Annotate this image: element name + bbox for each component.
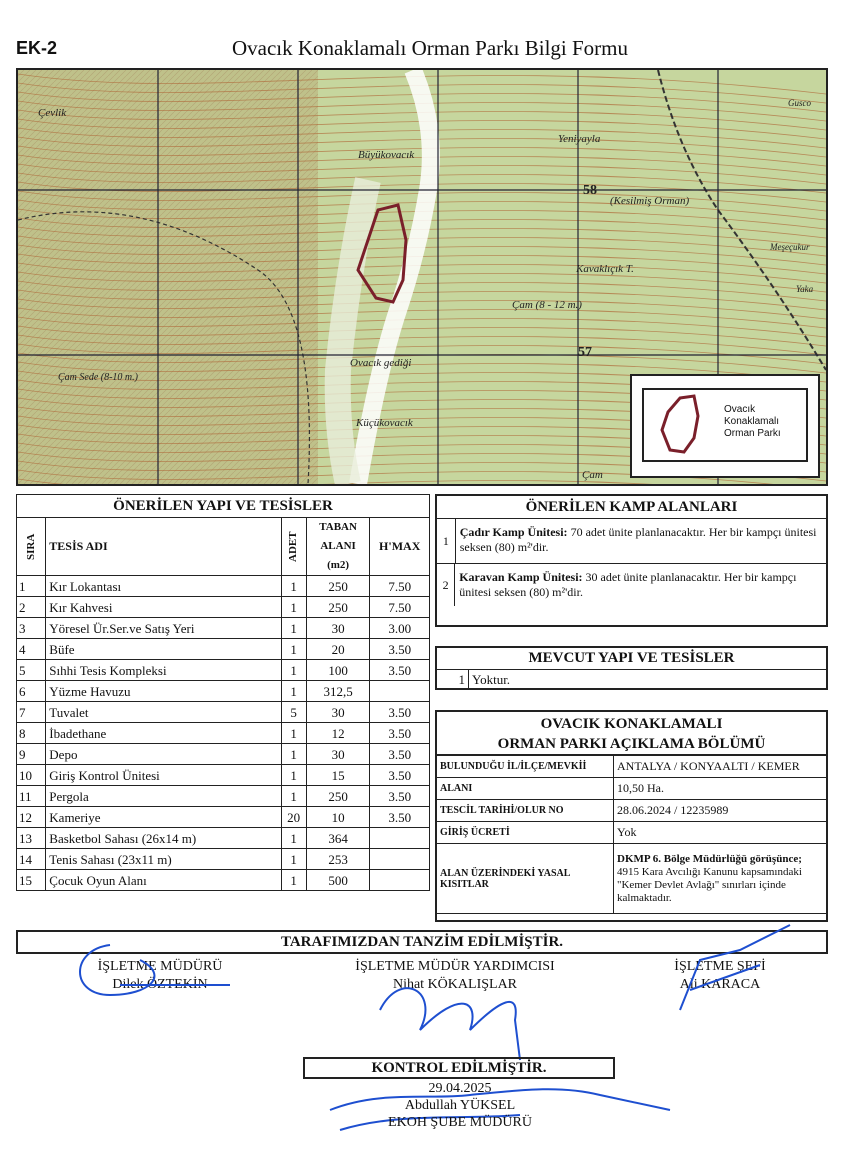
row-name: Kameriye [46, 807, 281, 828]
row-no: 7 [17, 702, 46, 723]
row-count: 1 [281, 744, 306, 765]
row-count: 1 [281, 765, 306, 786]
sig2-title: İŞLETME MÜDÜR YARDIMCISI [355, 959, 555, 974]
sig1-name: Dilek ÖZTEKİN [112, 977, 208, 992]
topographic-map [16, 68, 828, 486]
col-hmax: H'MAX [370, 518, 430, 576]
signature-block-3 [640, 958, 800, 994]
camp-item-text: Çadır Kamp Ünitesi: 70 adet ünite planlanacaktır. Her bir kampçı ünitesi seksen (80) m²'dir. [459, 525, 817, 554]
row-name: İbadethane [46, 723, 281, 744]
explain-title-2: ORMAN PARKI AÇIKLAMA BÖLÜMÜ [437, 734, 826, 755]
row-name: Kır Lokantası [46, 576, 281, 597]
table-row [17, 618, 430, 639]
existing-no: 1 [437, 670, 469, 689]
signature-block-4 [330, 1080, 590, 1131]
row-count: 1 [281, 576, 306, 597]
row-no: 12 [17, 807, 46, 828]
annex-code: EK-2 [16, 38, 58, 58]
info-row [437, 778, 826, 800]
row-hmax: 7.50 [370, 576, 430, 597]
sig3-title: İŞLETME ŞEFİ [674, 959, 766, 974]
map-label: Çevlik [38, 107, 67, 119]
sig1-title: İŞLETME MÜDÜRÜ [97, 959, 223, 974]
info-value: 28.06.2024 / 12235989 [614, 800, 827, 822]
map-label: Gusco [788, 98, 811, 108]
existing-title: MEVCUT YAPI VE TESİSLER [437, 648, 826, 670]
table-row [17, 576, 430, 597]
info-value: ANTALYA / KONYAALTI / KEMER [614, 756, 827, 778]
row-hmax: 3.50 [370, 639, 430, 660]
row-name: Giriş Kontrol Ünitesi [46, 765, 281, 786]
map-label: (Kesilmiş Orman) [610, 195, 690, 207]
map-label: Meşeçukur [770, 242, 810, 252]
map-legend [630, 374, 820, 478]
signature-block-2 [320, 958, 590, 994]
info-row [437, 800, 826, 822]
row-area: 30 [306, 702, 370, 723]
explain-title-1: OVACIK KONAKLAMALI [540, 716, 723, 732]
row-name: Kır Kahvesi [46, 597, 281, 618]
restriction-key: ALAN ÜZERİNDEKİ YASAL KISITLAR [437, 844, 614, 914]
row-no: 3 [17, 618, 46, 639]
row-area: 250 [306, 576, 370, 597]
row-hmax [370, 681, 430, 702]
explanation-box [435, 710, 828, 922]
page-title: Ovacık Konaklamalı Orman Parkı Bilgi Formu [231, 36, 629, 60]
row-name: Büfe [46, 639, 281, 660]
row-no: 15 [17, 870, 46, 891]
camp-item-no: 1 [437, 519, 456, 563]
row-name: Sıhhi Tesis Kompleksi [46, 660, 281, 681]
row-name: Yüzme Havuzu [46, 681, 281, 702]
row-name: Pergola [46, 786, 281, 807]
existing-box [435, 646, 828, 690]
row-no: 8 [17, 723, 46, 744]
row-name: Tenis Sahası (23x11 m) [46, 849, 281, 870]
info-key: BULUNDUĞU İL/İLÇE/MEVKİİ [437, 756, 614, 778]
row-area: 30 [306, 744, 370, 765]
map-label: Çam (8 - 12 m.) [512, 299, 582, 311]
row-hmax: 3.50 [370, 702, 430, 723]
row-area: 100 [306, 660, 370, 681]
sig4-name: Abdullah YÜKSEL [404, 1098, 516, 1113]
explain-table [437, 755, 826, 914]
row-hmax: 3.50 [370, 765, 430, 786]
row-area: 250 [306, 597, 370, 618]
table-row [17, 723, 430, 744]
legend-boundary-icon [650, 390, 710, 460]
row-area: 364 [306, 828, 370, 849]
col-sira: SIRA [17, 518, 46, 576]
row-area: 12 [306, 723, 370, 744]
row-area: 20 [306, 639, 370, 660]
camp-title: ÖNERİLEN KAMP ALANLARI [437, 496, 826, 519]
row-hmax: 7.50 [370, 597, 430, 618]
info-row [437, 756, 826, 778]
control-date: 29.04.2025 [428, 1081, 492, 1096]
row-hmax: 3.50 [370, 807, 430, 828]
controlled-text: KONTROL EDİLMİŞTİR. [371, 1060, 547, 1076]
camp-item-no: 2 [437, 564, 455, 606]
prepared-bar [16, 930, 828, 954]
row-no: 14 [17, 849, 46, 870]
table-row [17, 639, 430, 660]
row-hmax: 3.50 [370, 744, 430, 765]
row-no: 1 [17, 576, 46, 597]
existing-text: Yoktur. [472, 672, 511, 687]
signature-block-1 [60, 958, 260, 994]
table-row [17, 807, 430, 828]
row-name: Depo [46, 744, 281, 765]
map-label: Büyükovacık [358, 149, 415, 161]
table-row [17, 786, 430, 807]
row-hmax [370, 849, 430, 870]
row-count: 1 [281, 597, 306, 618]
table-row [17, 849, 430, 870]
row-count: 5 [281, 702, 306, 723]
facilities-title: ÖNERİLEN YAPI VE TESİSLER [17, 495, 430, 518]
sig3-name: Ali KARACA [679, 977, 761, 992]
map-label: 57 [578, 345, 592, 360]
map-label: Yeniyayla [558, 133, 601, 145]
table-row [17, 597, 430, 618]
camp-item [437, 564, 826, 606]
table-row [17, 660, 430, 681]
map-label: Kavaklıçık T. [576, 263, 634, 275]
row-area: 250 [306, 786, 370, 807]
row-area: 10 [306, 807, 370, 828]
camp-box [435, 494, 828, 627]
row-count: 1 [281, 639, 306, 660]
legend-frame [642, 388, 808, 462]
restriction-value: DKMP 6. Bölge Müdürlüğü görüşünce; 4915 Kara Avcılığı Kanunu kapsamındaki "Kemer Devlet Avlağı" sınırları içinde kalmaktadır. [614, 844, 827, 914]
info-key: TESCİL TARİHİ/OLUR NO [437, 800, 614, 822]
row-count: 1 [281, 786, 306, 807]
row-hmax: 3.50 [370, 786, 430, 807]
row-no: 9 [17, 744, 46, 765]
row-count: 20 [281, 807, 306, 828]
row-no: 5 [17, 660, 46, 681]
row-no: 6 [17, 681, 46, 702]
row-count: 1 [281, 681, 306, 702]
map-label: 58 [583, 183, 597, 198]
row-hmax [370, 828, 430, 849]
row-count: 1 [281, 870, 306, 891]
row-name: Tuvalet [46, 702, 281, 723]
col-count: ADET [281, 518, 306, 576]
map-label: Çam Sede (8-10 m.) [58, 372, 138, 383]
camp-item-text: Karavan Kamp Ünitesi: 30 adet ünite planlanacaktır. Her bir kampçı ünitesi seksen (80) m²'dir. [459, 570, 797, 599]
map-label: Çam [582, 469, 603, 481]
row-area: 500 [306, 870, 370, 891]
row-hmax: 3.00 [370, 618, 430, 639]
table-row [17, 681, 430, 702]
info-value: Yok [614, 822, 827, 844]
table-row [17, 744, 430, 765]
info-key: ALANI [437, 778, 614, 800]
table-row [17, 870, 430, 891]
row-name: Çocuk Oyun Alanı [46, 870, 281, 891]
legend-text: Ovacık Konaklamalı Orman Parkı [724, 404, 781, 439]
row-no: 10 [17, 765, 46, 786]
row-no: 13 [17, 828, 46, 849]
row-no: 4 [17, 639, 46, 660]
info-key: GİRİŞ ÜCRETİ [437, 822, 614, 844]
sig2-name: Nihat KÖKALIŞLAR [392, 977, 518, 992]
row-hmax [370, 870, 430, 891]
row-area: 253 [306, 849, 370, 870]
table-row [17, 765, 430, 786]
table-row [17, 828, 430, 849]
row-hmax: 3.50 [370, 723, 430, 744]
sig4-title: EKOH ŞUBE MÜDÜRÜ [388, 1115, 532, 1130]
map-label: Yaka [796, 284, 814, 294]
row-no: 2 [17, 597, 46, 618]
row-area: 15 [306, 765, 370, 786]
prepared-text: TARAFIMIZDAN TANZİM EDİLMİŞTİR. [280, 934, 564, 950]
row-count: 1 [281, 723, 306, 744]
row-count: 1 [281, 849, 306, 870]
row-count: 1 [281, 618, 306, 639]
row-hmax: 3.50 [370, 660, 430, 681]
row-area: 30 [306, 618, 370, 639]
col-area: TABAN ALANI (m2) [306, 518, 370, 576]
info-value: 10,50 Ha. [614, 778, 827, 800]
info-row [437, 822, 826, 844]
camp-item [437, 519, 826, 564]
map-label: Ovacık gediği [350, 357, 412, 369]
facilities-table [16, 494, 430, 891]
row-area: 312,5 [306, 681, 370, 702]
row-count: 1 [281, 660, 306, 681]
controlled-bar [303, 1057, 615, 1079]
row-name: Yöresel Ür.Ser.ve Satış Yeri [46, 618, 281, 639]
map-label: Küçükovacık [356, 417, 413, 429]
col-name: TESİS ADI [46, 518, 281, 576]
row-name: Basketbol Sahası (26x14 m) [46, 828, 281, 849]
row-no: 11 [17, 786, 46, 807]
table-row [17, 702, 430, 723]
row-count: 1 [281, 828, 306, 849]
